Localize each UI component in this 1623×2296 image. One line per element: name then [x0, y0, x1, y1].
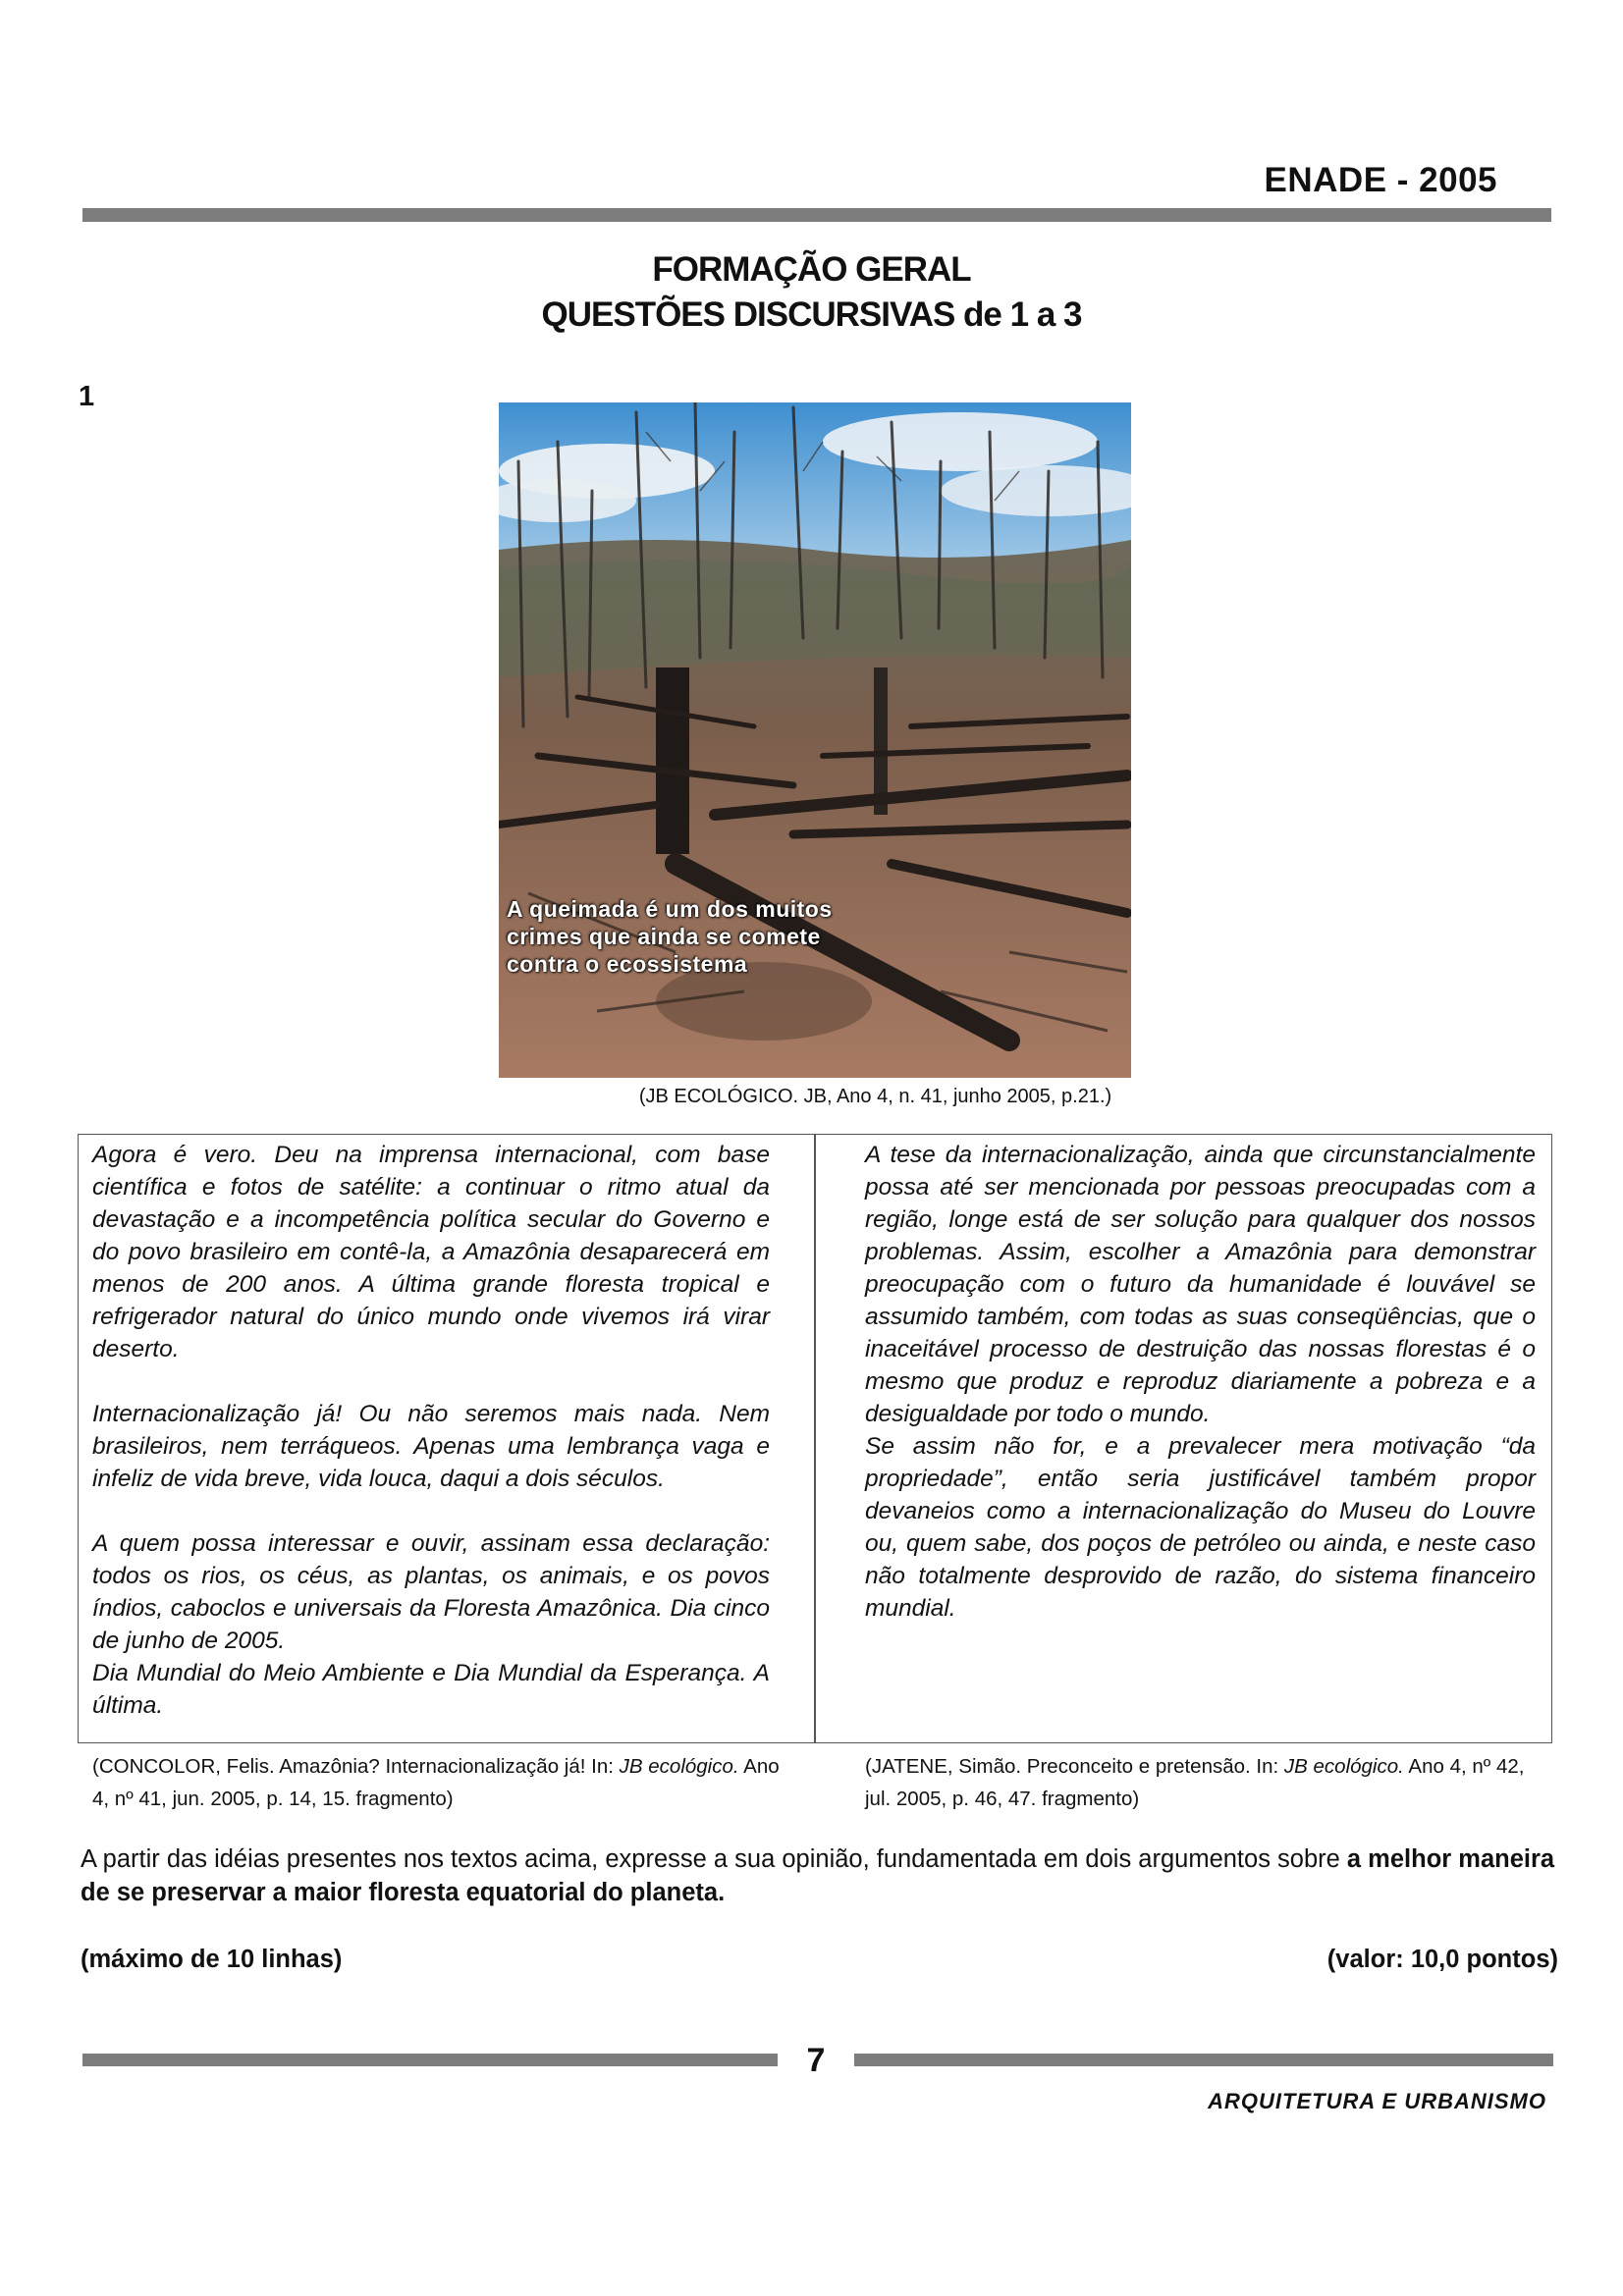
left-paragraph: A quem possa interessar e ouvir, assinam essa declaração: todos os rios, os céus, as plantas, os animais, e os povos índios, caboclos e universais da Floresta Amazônica. Dia cinco de junho de 2005. — [92, 1530, 770, 1654]
burned-forest-photo — [499, 402, 1131, 1078]
left-text-reference — [92, 1750, 780, 1815]
section-title — [0, 247, 1623, 338]
question-number: 1 — [79, 381, 95, 412]
left-paragraph: Agora é vero. Deu na imprensa internacional, com base científica e fotos de satélite: a continuar o ritmo atual da devastação e a incompetência política secular do Governo e do povo brasileiro em contê-la, a Amazônia desaparecerá em menos de 200 anos. A última grande floresta tropical e refrigerador natural do único mundo onde vivemos irá virar deserto. — [92, 1142, 770, 1362]
right-paragraph: A tese da internacionalização, ainda que circunstancialmente possa até ser mencionada por pessoas preocupadas com a região, longe está de ser solução para qualquer dos nossos problemas. Assim, escolher a Amazônia para demonstrar preocupação com o futuro da humanidade é louvável se assumido também, com todas as suas conseqüências, que o inaceitável processo de destruição das nossas florestas é o mesmo que produz e reproduz diariamente a pobreza e a desigualdade por todo o mundo. — [865, 1142, 1536, 1427]
question-value: (valor: 10,0 pontos) — [1326, 1946, 1558, 1973]
ref-title: JB ecológico. — [1283, 1755, 1404, 1778]
left-text-column — [92, 1139, 770, 1722]
left-paragraph: Internacionalização já! Ou não seremos mais nada. Nem brasileiros, nem terráqueos. Apenas uma lembrança vaga e infeliz de vida breve, vida louca, daqui a dois séculos. — [92, 1401, 770, 1492]
ref-prefix: (CONCOLOR, Felis. Amazônia? Internacionalização já! In: — [92, 1755, 620, 1778]
max-lines-note: (máximo de 10 linhas) — [81, 1946, 343, 1973]
page-number: 7 — [806, 2042, 826, 2079]
overlay-line-1: A queimada é um dos muitos — [507, 896, 833, 922]
footer-rule-left — [82, 2054, 778, 2066]
ref-title: JB ecológico. — [619, 1755, 739, 1778]
photo-overlay-caption — [507, 895, 833, 978]
question-prompt — [81, 1842, 1561, 1909]
right-paragraph: Se assim não for, e a prevalecer mera motivação “da propriedade”, então seria justificável também propor devaneios como a internacionalização do Museu do Louvre ou, quem sabe, dos poços de petróleo ou ainda, e neste caso não totalmente desprovido de razão, do sistema financeiro mundial. — [865, 1433, 1536, 1622]
left-paragraph: Dia Mundial do Meio Ambiente e Dia Mundial da Esperança. A última. — [92, 1660, 770, 1719]
prompt-text: A partir das idéias presentes nos textos acima, expresse a sua opinião, fundamentada em dois argumentos sobre — [81, 1845, 1347, 1873]
right-text-column — [865, 1139, 1536, 1625]
ref-suffix: Ano 4, nº 41, jun. 2005, p. 14, 15. fragmento) — [92, 1755, 780, 1810]
section-title-line1: FORMAÇÃO GERAL — [652, 250, 971, 289]
ref-prefix: (JATENE, Simão. Preconceito e pretensão. In: — [865, 1755, 1284, 1778]
photo-source-credit: (JB ECOLÓGICO. JB, Ano 4, n. 41, junho 2005, p.21.) — [638, 1086, 1112, 1107]
header-rule — [82, 208, 1551, 222]
right-text-reference — [865, 1750, 1542, 1815]
exam-title: ENADE - 2005 — [1264, 161, 1497, 199]
overlay-line-3: contra o ecossistema — [507, 951, 748, 977]
section-title-line2: QUESTÕES DISCURSIVAS de 1 a 3 — [541, 295, 1082, 334]
texts-divider — [814, 1134, 816, 1743]
course-name: ARQUITETURA E URBANISMO — [1208, 2089, 1546, 2113]
prompt-bold: a melhor maneira de se preservar a maior floresta equatorial do planeta. — [81, 1845, 1555, 1906]
ref-suffix: Ano 4, nº 42, jul. 2005, p. 46, 47. fragmento) — [865, 1755, 1525, 1810]
footer-rule-right — [854, 2054, 1553, 2066]
overlay-line-2: crimes que ainda se comete — [507, 924, 821, 949]
